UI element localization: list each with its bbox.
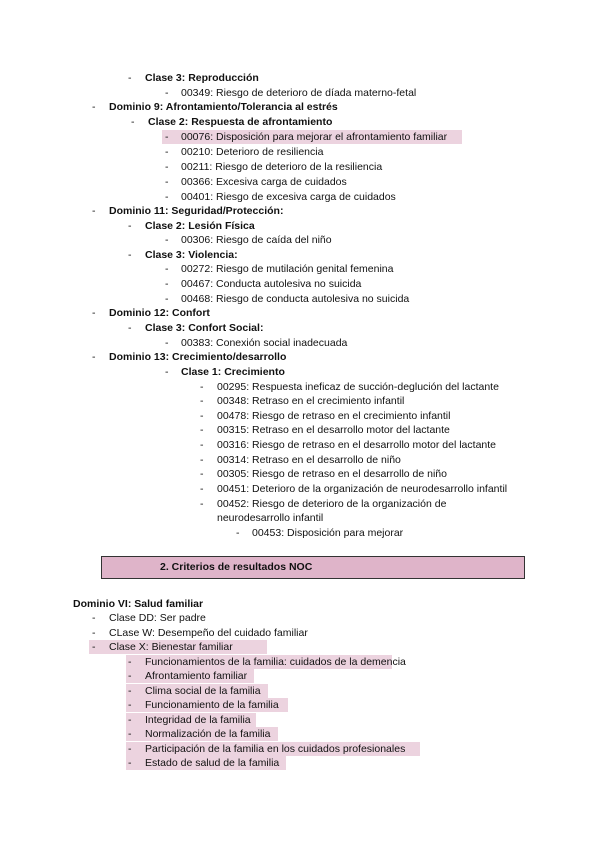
bullet-dash: - bbox=[92, 307, 96, 319]
bullet-dash: - bbox=[165, 161, 169, 173]
diagnosis-item: 00211: Riesgo de deterioro de la resiliencia bbox=[181, 161, 383, 173]
noc-result-item: Normalización de la familia bbox=[145, 728, 271, 740]
noc-result-item: Integridad de la familia bbox=[145, 714, 251, 726]
class-heading: Clase 2: Lesión Física bbox=[145, 220, 255, 232]
domain-heading: Dominio 11: Seguridad/Protección: bbox=[109, 205, 284, 217]
bullet-dash: - bbox=[236, 527, 240, 539]
bullet-dash: - bbox=[92, 205, 96, 217]
section-title: 2. Criterios de resultados NOC bbox=[160, 561, 313, 573]
bullet-dash: - bbox=[128, 728, 132, 740]
noc-result-item: Funcionamientos de la familia: cuidados de la demencia bbox=[145, 656, 406, 668]
class-heading: Clase 2: Respuesta de afrontamiento bbox=[148, 116, 333, 128]
bullet-dash: - bbox=[92, 101, 96, 113]
diagnosis-item: 00348: Retraso en el crecimiento infantil bbox=[217, 395, 405, 407]
bullet-dash: - bbox=[200, 381, 204, 393]
noc-result-item: Participación de la familia en los cuidados profesionales bbox=[145, 743, 406, 755]
bullet-dash: - bbox=[128, 699, 132, 711]
domain-heading: Dominio 13: Crecimiento/desarrollo bbox=[109, 351, 287, 363]
noc-result-item: Funcionamiento de la familia bbox=[145, 699, 279, 711]
noc-domain-heading: Dominio VI: Salud familiar bbox=[73, 598, 204, 610]
diagnosis-item: 00366: Excesiva carga de cuidados bbox=[181, 176, 347, 188]
domain-heading: Dominio 9: Afrontamiento/Tolerancia al estrés bbox=[109, 101, 338, 113]
bullet-dash: - bbox=[128, 322, 132, 334]
diagnosis-item: 00272: Riesgo de mutilación genital femenina bbox=[181, 263, 394, 275]
bullet-dash: - bbox=[200, 395, 204, 407]
class-heading: Clase 3: Reproducción bbox=[145, 72, 259, 84]
class-heading: Clase 1: Crecimiento bbox=[181, 366, 285, 378]
class-heading: Clase 3: Violencia: bbox=[145, 249, 238, 261]
bullet-dash: - bbox=[165, 278, 169, 290]
bullet-dash: - bbox=[165, 234, 169, 246]
bullet-dash: - bbox=[165, 337, 169, 349]
diagnosis-item: 00478: Riesgo de retraso en el crecimiento infantil bbox=[217, 410, 451, 422]
diagnosis-item: 00467: Conducta autolesiva no suicida bbox=[181, 278, 362, 290]
bullet-dash: - bbox=[165, 131, 169, 143]
bullet-dash: - bbox=[128, 670, 132, 682]
diagnosis-item: 00316: Riesgo de retraso en el desarrollo motor del lactante bbox=[217, 439, 496, 451]
diagnosis-item: 00314: Retraso en el desarrollo de niño bbox=[217, 454, 401, 466]
bullet-dash: - bbox=[165, 176, 169, 188]
bullet-dash: - bbox=[92, 612, 96, 624]
noc-class: CLase W: Desempeño del cuidado familiar bbox=[109, 627, 308, 639]
bullet-dash: - bbox=[128, 714, 132, 726]
bullet-dash: - bbox=[165, 191, 169, 203]
bullet-dash: - bbox=[165, 146, 169, 158]
noc-result-item: Estado de salud de la familia bbox=[145, 757, 280, 769]
diagnosis-item: 00210: Deterioro de resiliencia bbox=[181, 146, 324, 158]
bullet-dash: - bbox=[128, 656, 132, 668]
bullet-dash: - bbox=[165, 87, 169, 99]
diagnosis-item: 00452: Riesgo de deterioro de la organización de bbox=[217, 498, 447, 510]
bullet-dash: - bbox=[128, 72, 132, 84]
bullet-dash: - bbox=[165, 366, 169, 378]
diagnosis-item: 00306: Riesgo de caída del niño bbox=[181, 234, 332, 246]
bullet-dash: - bbox=[92, 641, 96, 653]
section-heading-box bbox=[101, 556, 525, 579]
noc-result-item: Afrontamiento familiar bbox=[145, 670, 248, 682]
bullet-dash: - bbox=[200, 454, 204, 466]
bullet-dash: - bbox=[200, 410, 204, 422]
bullet-dash: - bbox=[200, 424, 204, 436]
bullet-dash: - bbox=[200, 439, 204, 451]
class-heading: Clase 3: Confort Social: bbox=[145, 322, 264, 334]
bullet-dash: - bbox=[165, 263, 169, 275]
noc-class: Clase DD: Ser padre bbox=[109, 612, 206, 624]
bullet-dash: - bbox=[92, 351, 96, 363]
noc-class-highlighted: Clase X: Bienestar familiar bbox=[109, 641, 233, 653]
noc-result-item: Clima social de la familia bbox=[145, 685, 261, 697]
bullet-dash: - bbox=[200, 483, 204, 495]
diagnosis-item-highlighted: 00076: Disposición para mejorar el afrontamiento familiar bbox=[181, 131, 448, 143]
domain-heading: Dominio 12: Confort bbox=[109, 307, 210, 319]
bullet-dash: - bbox=[200, 468, 204, 480]
diagnosis-item: 00401: Riesgo de excesiva carga de cuidados bbox=[181, 191, 396, 203]
bullet-dash: - bbox=[165, 293, 169, 305]
bullet-dash: - bbox=[128, 685, 132, 697]
diagnosis-item: 00349: Riesgo de deterioro de díada materno-fetal bbox=[181, 87, 417, 99]
bullet-dash: - bbox=[128, 757, 132, 769]
bullet-dash: - bbox=[131, 116, 135, 128]
bullet-dash: - bbox=[128, 249, 132, 261]
bullet-dash: - bbox=[128, 743, 132, 755]
diagnosis-item-continuation: neurodesarrollo infantil bbox=[217, 512, 324, 524]
diagnosis-item: 00453: Disposición para mejorar bbox=[252, 527, 404, 539]
bullet-dash: - bbox=[128, 220, 132, 232]
bullet-dash: - bbox=[92, 627, 96, 639]
diagnosis-item: 00295: Respuesta ineficaz de succión-deglución del lactante bbox=[217, 381, 499, 393]
diagnosis-item: 00451: Deterioro de la organización de neurodesarrollo infantil bbox=[217, 483, 508, 495]
diagnosis-item: 00383: Conexión social inadecuada bbox=[181, 337, 348, 349]
diagnosis-item: 00468: Riesgo de conducta autolesiva no suicida bbox=[181, 293, 410, 305]
diagnosis-item: 00315: Retraso en el desarrollo motor del lactante bbox=[217, 424, 450, 436]
bullet-dash: - bbox=[200, 498, 204, 510]
diagnosis-item: 00305: Riesgo de retraso en el desarrollo de niño bbox=[217, 468, 447, 480]
